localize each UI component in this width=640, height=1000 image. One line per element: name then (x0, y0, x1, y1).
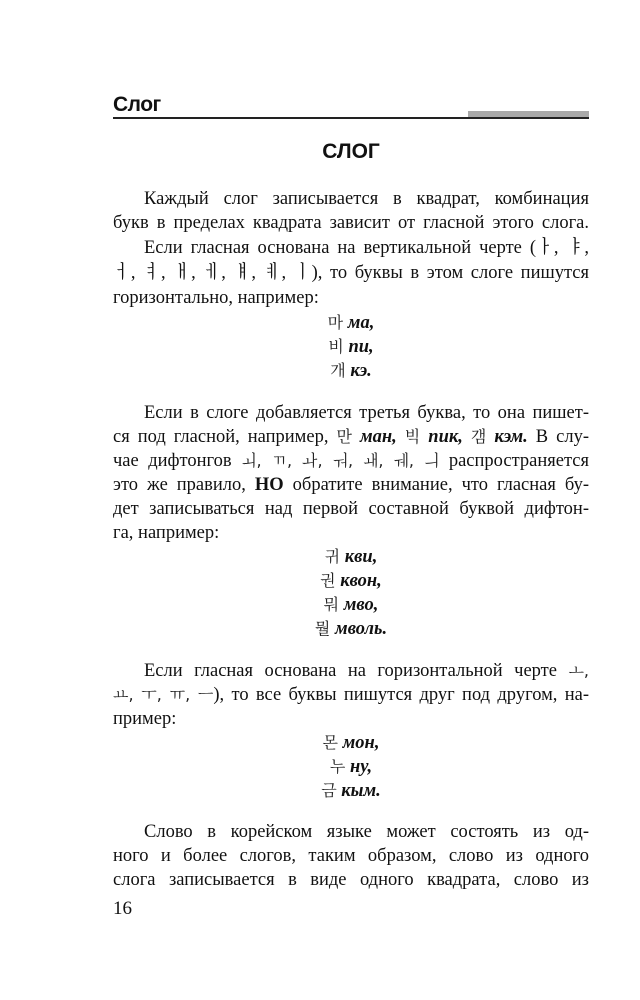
paragraph-5-line-1: Слово в корейском языке может состоять из од- (144, 822, 589, 842)
paragraph-3-line-2 (113, 425, 589, 449)
text-run: чае дифтонгов (113, 451, 242, 471)
transcription: мво, (343, 595, 379, 615)
example-line (113, 545, 589, 569)
page-number: 16 (113, 898, 132, 919)
korean-diphthongs: ㅚ, ㄲ, ㅘ, ㅝ, ㅙ, ㅞ, ㅢ (241, 451, 440, 470)
korean-vowel: ㅗ, (568, 661, 589, 680)
example-line (113, 731, 589, 755)
text-run: обратите внимание, что гласная бу- (283, 475, 589, 495)
paragraph-3-line-3 (113, 449, 589, 473)
transcription: кэм. (486, 427, 528, 447)
korean-syllable: 빅 (404, 427, 421, 446)
korean-syllable: 권 (320, 571, 336, 590)
example-line (113, 779, 589, 803)
header-rule (113, 117, 589, 119)
korean-syllable: 마 (327, 313, 344, 332)
example-line (113, 593, 589, 617)
korean-vowels: ㅛ, ㅜ, ㅠ, ㅡ (113, 685, 214, 704)
example-line (113, 569, 589, 593)
korean-syllable: 개 (330, 361, 346, 380)
paragraph-3-line-4 (113, 473, 589, 497)
transcription: квон, (340, 571, 382, 591)
transcription: мволь. (335, 619, 388, 639)
paragraph-4-line-1 (144, 659, 589, 683)
paragraph-5-line-3: слога записывается в виде одного квадрата, слово из (113, 870, 589, 890)
page-title: СЛОГ (322, 140, 380, 163)
transcription: пик, (420, 427, 471, 447)
korean-syllable: 뭐 (323, 595, 340, 614)
example-line (113, 755, 589, 779)
paragraph-2-line-3: горизонтально, например: (113, 288, 319, 308)
paragraph-3-line-5: дет записываться над первой составной буквой дифтон- (113, 499, 589, 519)
transcription: пи, (348, 337, 374, 357)
text-run: это же правило, (113, 475, 255, 495)
example-line (113, 311, 589, 335)
emphasis: НО (254, 475, 284, 495)
transcription: мон, (342, 733, 380, 753)
korean-syllable: 만 (336, 427, 352, 446)
paragraph-4-line-2 (113, 683, 589, 707)
paragraph-4-line-3: пример: (113, 709, 177, 729)
example-line (113, 335, 589, 359)
text-run: ся под гласной, например, (113, 427, 337, 447)
running-head: Слог (113, 93, 161, 116)
korean-syllable: 비 (328, 337, 344, 356)
paragraph-1-line-1: Каждый слог записывается в квадрат, комбинация (144, 189, 589, 209)
korean-syllable: 누 (329, 757, 346, 776)
example-line (113, 617, 589, 641)
korean-syllable: 갬 (470, 427, 487, 446)
paragraph-1-line-2: букв в пределах квадрата зависит от гласной этого слога. (113, 213, 589, 233)
paragraph-2-line-2: ㅓ, ㅕ, ㅐ, ㅔ, ㅒ, ㅖ, ㅣ), то буквы в этом слоге пишутся (113, 263, 589, 283)
korean-syllable: 몬 (322, 733, 338, 752)
paragraph-5-line-2: ного и более слогов, таким образом, слово из одного (113, 846, 589, 866)
korean-syllable: 귀 (324, 547, 341, 566)
example-line (113, 359, 589, 383)
paragraph-2-line-1: Если гласная основана на вертикальной черте (ㅏ, ㅑ, (144, 238, 589, 258)
transcription: ма, (347, 313, 375, 333)
paragraph-3-line-6: га, например: (113, 523, 220, 543)
text-run: распространяется (439, 451, 589, 471)
transcription: кым. (341, 781, 381, 801)
korean-syllable: 금 (321, 781, 337, 800)
korean-syllable: 뭘 (314, 619, 331, 638)
transcription: ну, (349, 757, 373, 777)
paragraph-3-line-1: Если в слоге добавляется третья буква, то она пишет- (144, 403, 589, 423)
text-run: Если гласная основана на горизонтальной черте (144, 661, 569, 681)
text-run: В слу- (527, 427, 589, 447)
transcription: ман, (351, 427, 405, 447)
transcription: кви, (344, 547, 378, 567)
transcription: кэ. (350, 361, 372, 381)
text-run: ), то все буквы пишутся друг под другом, на- (213, 685, 589, 705)
